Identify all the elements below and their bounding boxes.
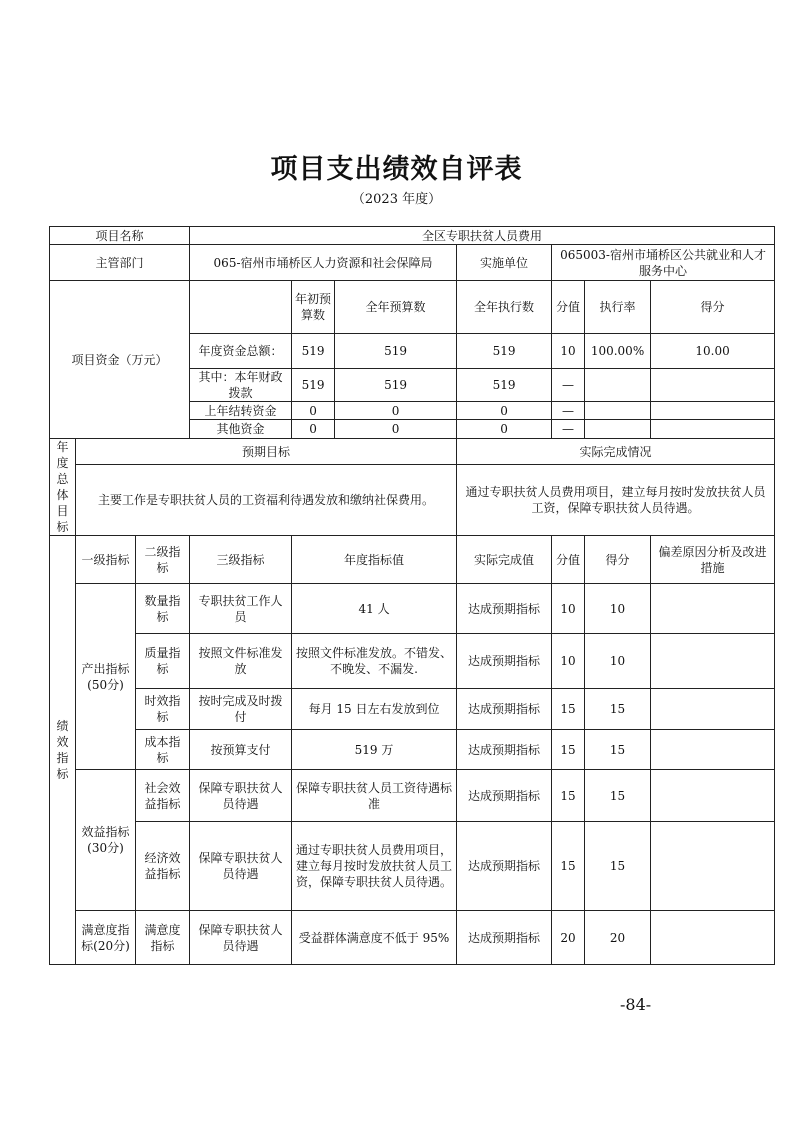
perf-group-output: 产出指标(50分) [76,584,136,770]
perf-target: 每月 15 日左右发放到位 [292,689,457,730]
perf-row [50,689,775,730]
perf-deviation [651,584,775,634]
funds-header-score: 得分 [651,281,775,334]
perf-level2: 经济效益指标 [136,822,190,911]
perf-actual: 达成预期指标 [457,634,552,689]
perf-level3: 专职扶贫工作人员 [190,584,292,634]
funds-row-score-value: — [552,402,585,420]
perf-header-level2: 二级指标 [136,536,190,584]
perf-score-value: 15 [552,689,585,730]
perf-level3: 按预算支付 [190,730,292,770]
perf-score: 10 [585,634,651,689]
perf-level3: 按照文件标准发放 [190,634,292,689]
perf-row [50,770,775,822]
perf-row [50,730,775,770]
dept-label: 主管部门 [50,245,190,281]
perf-target: 受益群体满意度不低于 95% [292,911,457,965]
perf-row [50,584,775,634]
perf-score-value: 10 [552,584,585,634]
perf-group-benefit: 效益指标(30分) [76,770,136,911]
page-title: 项目支出绩效自评表 [270,154,523,185]
perf-score: 15 [585,689,651,730]
page-number: -84- [620,995,652,1014]
funds-row-initial: 519 [292,334,335,369]
perf-header-actual: 实际完成值 [457,536,552,584]
impl-label: 实施单位 [457,245,552,281]
perf-level2: 数量指标 [136,584,190,634]
perf-score-value: 20 [552,911,585,965]
funds-row-rate [585,420,651,439]
perf-actual: 达成预期指标 [457,730,552,770]
funds-row-name: 上年结转资金 [190,402,292,420]
funds-row-score-value: — [552,369,585,402]
perf-score: 15 [585,822,651,911]
perf-level2: 质量指标 [136,634,190,689]
funds-header-exec: 全年执行数 [457,281,552,334]
perf-target: 通过专职扶贫人员费用项目，建立每月按时发放扶贫人员工资，保障专职扶贫人员待遇。 [292,822,457,911]
goals-expected: 主要工作是专职扶贫人员的工资福利待遇发放和缴纳社保费用。 [76,465,457,536]
funds-header-blank [190,281,292,334]
perf-actual: 达成预期指标 [457,770,552,822]
perf-label: 绩效指标 [50,536,76,965]
perf-target: 按照文件标准发放。不错发、不晚发、不漏发. [292,634,457,689]
perf-row [50,822,775,911]
perf-actual: 达成预期指标 [457,584,552,634]
perf-deviation [651,689,775,730]
funds-header-annual: 全年预算数 [335,281,457,334]
funds-row-name: 其他资金 [190,420,292,439]
funds-row-exec: 519 [457,369,552,402]
perf-actual: 达成预期指标 [457,689,552,730]
funds-row-exec: 0 [457,402,552,420]
perf-deviation [651,770,775,822]
project-name: 全区专职扶贫人员费用 [190,227,775,245]
funds-row-rate [585,402,651,420]
perf-header-deviation: 偏差原因分析及改进措施 [651,536,775,584]
funds-row-exec: 0 [457,420,552,439]
funds-header-initial: 年初预算数 [292,281,335,334]
funds-row-rate [585,369,651,402]
perf-group-satisfaction: 满意度指标(20分) [76,911,136,965]
funds-row-annual: 0 [335,402,457,420]
perf-score-value: 15 [552,822,585,911]
funds-row-name: 年度资金总额： [190,334,292,369]
perf-score-value: 10 [552,634,585,689]
goals-actual: 通过专职扶贫人员费用项目，建立每月按时发放扶贫人员工资，保障专职扶贫人员待遇。 [457,465,775,536]
perf-deviation [651,730,775,770]
funds-row-score [651,402,775,420]
perf-level3: 保障专职扶贫人员待遇 [190,822,292,911]
perf-row [50,911,775,965]
perf-score: 20 [585,911,651,965]
funds-row-score [651,420,775,439]
perf-deviation [651,634,775,689]
perf-level3: 保障专职扶贫人员待遇 [190,770,292,822]
perf-score: 15 [585,770,651,822]
perf-level2: 时效指标 [136,689,190,730]
perf-header-level3: 三级指标 [190,536,292,584]
perf-level2: 满意度指标 [136,911,190,965]
funds-label: 项目资金（万元） [50,281,190,439]
funds-row-annual: 0 [335,420,457,439]
funds-row-annual: 519 [335,334,457,369]
dept-value: 065-宿州市埇桥区人力资源和社会保障局 [190,245,457,281]
funds-row-annual: 519 [335,369,457,402]
goals-expected-label: 预期目标 [76,439,457,465]
funds-row-name: 其中：本年财政拨款 [190,369,292,402]
perf-level3: 保障专职扶贫人员待遇 [190,911,292,965]
perf-score: 10 [585,584,651,634]
perf-actual: 达成预期指标 [457,911,552,965]
perf-header-score-value: 分值 [552,536,585,584]
project-name-label: 项目名称 [50,227,190,245]
funds-row-initial: 0 [292,420,335,439]
funds-header-rate: 执行率 [585,281,651,334]
perf-header-level1: 一级指标 [76,536,136,584]
self-evaluation-table [49,226,775,965]
goals-label: 年度总体目标 [50,439,76,536]
perf-target: 41 人 [292,584,457,634]
year-subtitle: （2023 年度） [351,192,442,207]
funds-row-score [651,369,775,402]
funds-row-rate: 100.00% [585,334,651,369]
perf-level3: 按时完成及时拨付 [190,689,292,730]
perf-level2: 社会效益指标 [136,770,190,822]
impl-value: 065003-宿州市埇桥区公共就业和人才服务中心 [552,245,775,281]
perf-header-target: 年度指标值 [292,536,457,584]
funds-header-score-value: 分值 [552,281,585,334]
perf-target: 519 万 [292,730,457,770]
funds-row-initial: 0 [292,402,335,420]
funds-row-exec: 519 [457,334,552,369]
perf-row [50,634,775,689]
perf-deviation [651,911,775,965]
funds-row-initial: 519 [292,369,335,402]
perf-score: 15 [585,730,651,770]
perf-level2: 成本指标 [136,730,190,770]
perf-actual: 达成预期指标 [457,822,552,911]
perf-score-value: 15 [552,770,585,822]
perf-score-value: 15 [552,730,585,770]
funds-row-score-value: — [552,420,585,439]
funds-row-score: 10.00 [651,334,775,369]
perf-deviation [651,822,775,911]
funds-row-score-value: 10 [552,334,585,369]
goals-actual-label: 实际完成情况 [457,439,775,465]
perf-header-score: 得分 [585,536,651,584]
perf-target: 保障专职扶贫人员工资待遇标准 [292,770,457,822]
